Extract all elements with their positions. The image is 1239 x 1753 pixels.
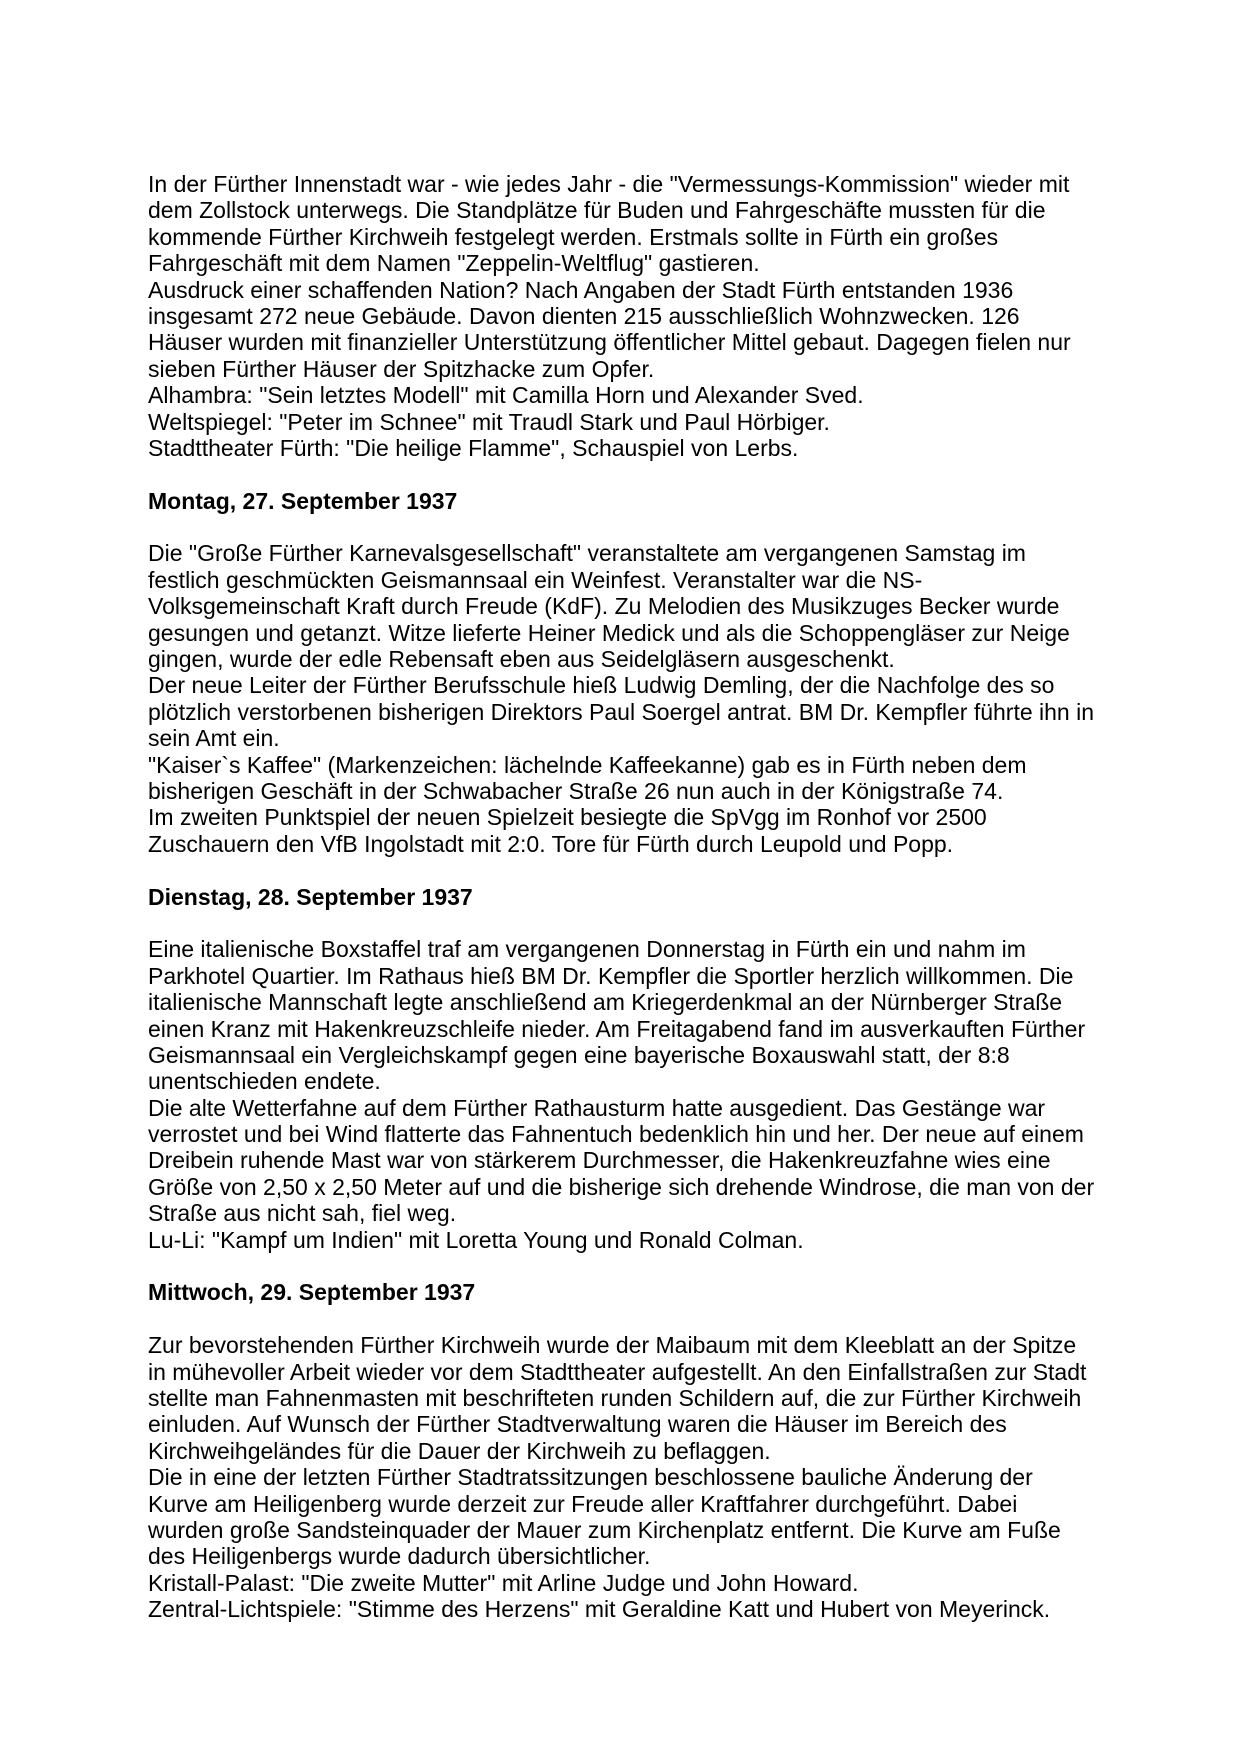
- text-line: unentschieden endete.: [148, 1068, 381, 1095]
- text-line: einluden. Auf Wunsch der Fürther Stadtverwaltung waren die Häuser im Bereich des: [148, 1411, 1007, 1438]
- text-line: Größe von 2,50 x 2,50 Meter auf und die bisherige sich drehende Windrose, die man von der: [148, 1173, 1095, 1200]
- text-line: Der neue Leiter der Fürther Berufsschule hieß Ludwig Demling, der die Nachfolge des so: [148, 672, 1055, 699]
- text-line: Kirchweihgeländes für die Dauer der Kirchweih zu beflaggen.: [148, 1437, 771, 1464]
- text-line: Eine italienische Boxstaffel traf am vergangenen Donnerstag in Fürth ein und nahm im: [148, 936, 1026, 963]
- text-line: sein Amt ein.: [148, 725, 280, 752]
- text-line: Kurve am Heiligenberg wurde derzeit zur Freude aller Kraftfahrer durchgeführt. Dabei: [148, 1490, 1018, 1517]
- text-line: dem Zollstock unterwegs. Die Standplätze für Buden und Fahrgeschäfte mussten für die: [148, 197, 1046, 224]
- text-line: Häuser wurden mit finanzieller Unterstützung öffentlicher Mittel gebaut. Dagegen fielen nur: [148, 329, 1071, 356]
- text-line: Alhambra: "Sein letztes Modell" mit Camilla Horn und Alexander Sved.: [148, 382, 864, 409]
- text-line: Die "Große Fürther Karnevalsgesellschaft" veranstaltete am vergangenen Samstag im: [148, 540, 1026, 567]
- text-line: Parkhotel Quartier. Im Rathaus hieß BM Dr. Kempfler die Sportler herzlich willkommen. Die: [148, 962, 1074, 989]
- text-line: Weltspiegel: "Peter im Schnee" mit Traudl Stark und Paul Hörbiger.: [148, 408, 830, 435]
- text-line: Zuschauern den VfB Ingolstadt mit 2:0. Tore für Fürth durch Leupold und Popp.: [148, 830, 954, 857]
- section-heading: Montag, 27. September 1937: [148, 487, 458, 514]
- text-line: Geismannsaal ein Vergleichskampf gegen eine bayerische Boxauswahl statt, der 8:8: [148, 1041, 1010, 1068]
- text-line: gesungen und getanzt. Witze lieferte Heiner Medick und als die Schoppengläser zur Neige: [148, 619, 1070, 646]
- text-line: Die alte Wetterfahne auf dem Fürther Rathausturm hatte ausgedient. Das Gestänge war: [148, 1094, 1046, 1121]
- text-line: Die in eine der letzten Fürther Stadtratssitzungen beschlossene bauliche Änderung der: [148, 1464, 1033, 1491]
- text-line: gingen, wurde der edle Rebensaft eben aus Seidelgläsern ausgeschenkt.: [148, 646, 895, 673]
- section-heading: Dienstag, 28. September 1937: [148, 883, 473, 910]
- text-line: sieben Fürther Häuser der Spitzhacke zum Opfer.: [148, 355, 655, 382]
- text-line: in mühevoller Arbeit wieder vor dem Stadttheater aufgestellt. An den Einfallstraßen zur Stadt: [148, 1358, 1087, 1385]
- text-line: Zentral-Lichtspiele: "Stimme des Herzens" mit Geraldine Katt und Hubert von Meyerinck.: [148, 1596, 1051, 1623]
- text-line: bisherigen Geschäft in der Schwabacher Straße 26 nun auch in der Königstraße 74.: [148, 777, 1004, 804]
- text-line: Ausdruck einer schaffenden Nation? Nach Angaben der Stadt Fürth entstanden 1936: [148, 276, 1014, 303]
- text-line: stellte man Fahnenmasten mit beschrifteten runden Schildern auf, die zur Fürther Kirchweih: [148, 1384, 1082, 1411]
- text-line: "Kaiser`s Kaffee" (Markenzeichen: lächelnde Kaffeekanne) gab es in Fürth neben dem: [148, 751, 1027, 778]
- text-line: Stadttheater Fürth: "Die heilige Flamme", Schauspiel von Lerbs.: [148, 434, 799, 461]
- text-line: Im zweiten Punktspiel der neuen Spielzeit besiegte die SpVgg im Ronhof vor 2500: [148, 804, 987, 831]
- text-line: des Heiligenbergs wurde dadurch übersichtlicher.: [148, 1543, 651, 1570]
- text-line: verrostet und bei Wind flatterte das Fahnentuch bedenklich hin und her. Der neue auf einem: [148, 1121, 1084, 1148]
- text-line: wurden große Sandsteinquader der Mauer zum Kirchenplatz entfernt. Die Kurve am Fuße: [148, 1516, 1061, 1543]
- text-line: einen Kranz mit Hakenkreuzschleife nieder. Am Freitagabend fand im ausverkauften Fürther: [148, 1015, 1086, 1042]
- text-line: Lu-Li: "Kampf um Indien" mit Loretta Young und Ronald Colman.: [148, 1226, 804, 1253]
- text-line: In der Fürther Innenstadt war - wie jedes Jahr - die "Vermessungs-Kommission" wieder mit: [148, 171, 1070, 197]
- text-line: festlich geschmückten Geismannsaal ein Weinfest. Veranstalter war die NS-: [148, 566, 923, 593]
- text-line: insgesamt 272 neue Gebäude. Davon dienten 215 ausschließlich Wohnzwecken. 126: [148, 302, 1020, 329]
- section-heading: Mittwoch, 29. September 1937: [148, 1279, 476, 1306]
- text-line: Kristall-Palast: "Die zweite Mutter" mit Arline Judge und John Howard.: [148, 1569, 859, 1596]
- text-line: plötzlich verstorbenen bisherigen Direktors Paul Soergel antrat. BM Dr. Kempfler führte ihn in: [148, 698, 1095, 725]
- text-line: Fahrgeschäft mit dem Namen "Zeppelin-Weltflug" gastieren.: [148, 250, 760, 277]
- text-line: Dreibein ruhende Mast war von stärkerem Durchmesser, die Hakenkreuzfahne wies eine: [148, 1147, 1051, 1174]
- text-line: Zur bevorstehenden Fürther Kirchweih wurde der Maibaum mit dem Kleeblatt an der Spitze: [148, 1332, 1077, 1359]
- text-line: Volksgemeinschaft Kraft durch Freude (KdF). Zu Melodien des Musikzuges Becker wurde: [148, 593, 1060, 620]
- document-body: [148, 171, 1158, 1622]
- text-line: italienische Mannschaft legte anschließend am Kriegerdenkmal an der Nürnberger Straße: [148, 989, 1063, 1016]
- text-line: Straße aus nicht sah, fiel weg.: [148, 1200, 457, 1227]
- text-line: kommende Fürther Kirchweih festgelegt werden. Erstmals sollte in Fürth ein großes: [148, 223, 999, 250]
